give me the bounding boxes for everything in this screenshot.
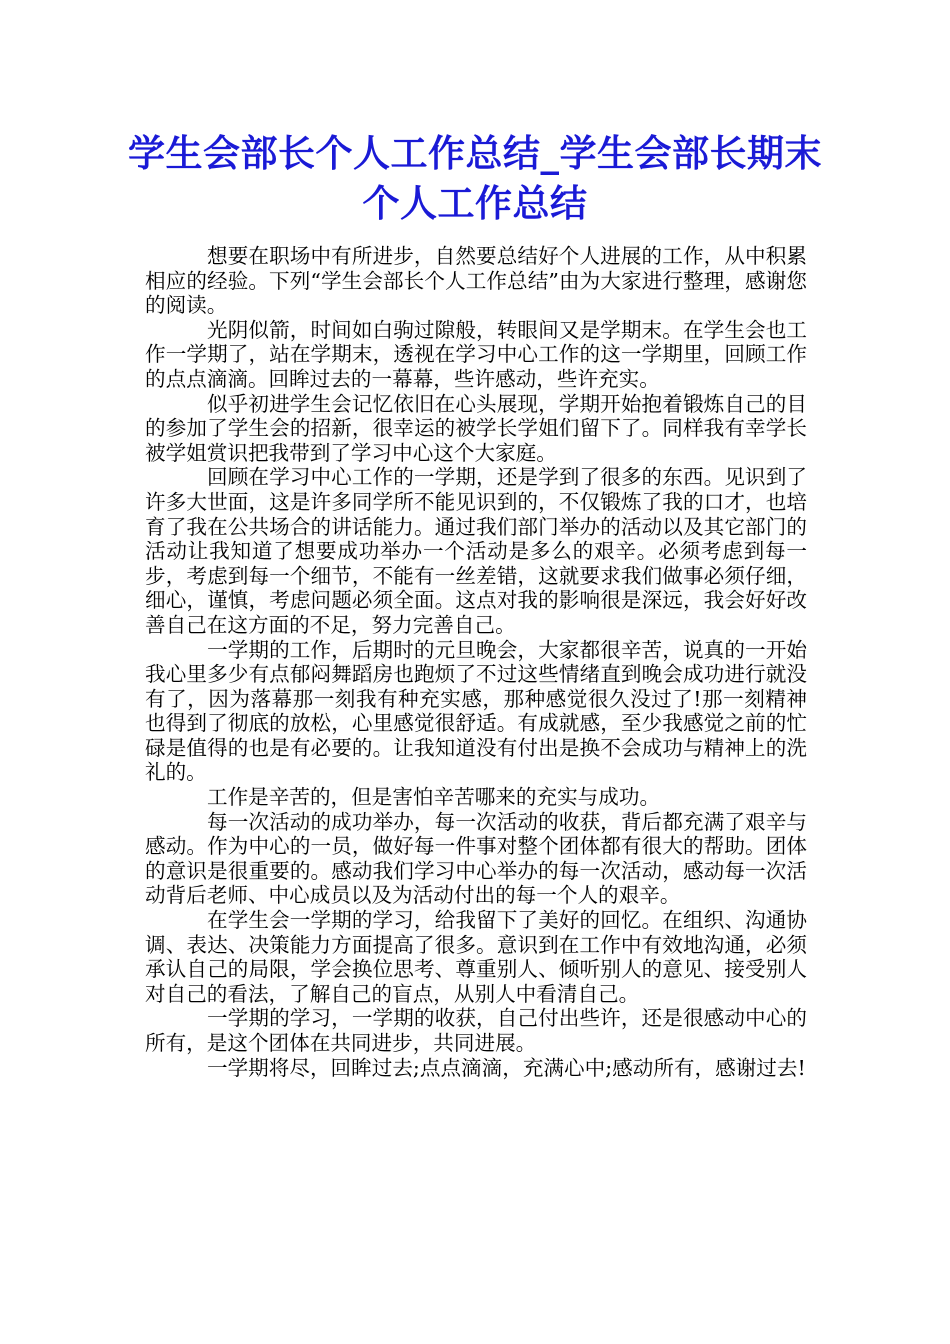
paragraph: 想要在职场中有所进步，自然要总结好个人进展的工作，从中积累相应的经验。下列“学生会部长个人工作总结”由为大家进行整理，感谢您的阅读。 bbox=[145, 244, 807, 318]
document-body bbox=[145, 244, 807, 1080]
paragraph: 一学期将尽，回眸过去;点点滴滴，充满心中;感动所有，感谢过去! bbox=[207, 1055, 806, 1080]
paragraph: 在学生会一学期的学习，给我留下了美好的回忆。在组织、沟通协调、表达、决策能力方面提高了很多。意识到在工作中有效地沟通，必须承认自己的局限，学会换位思考、尊重别人、倾听别人的意见、接受别人对自己的看法，了解自己的盲点，从别人中看清自己。 bbox=[145, 908, 807, 1006]
paragraph: 光阴似箭，时间如白驹过隙般，转眼间又是学期末。在学生会也工作一学期了，站在学期末，透视在学习中心工作的这一学期里，回顾工作的点点滴滴。回眸过去的一幕幕，些许感动，些许充实。 bbox=[145, 317, 807, 391]
paragraph: 回顾在学习中心工作的一学期，还是学到了很多的东西。见识到了许多大世面，这是许多同学所不能见识到的，不仅锻炼了我的口才，也培育了我在公共场合的讲话能力。通过我们部门举办的活动以及其它部门的活动让我知道了想要成功举办一个活动是多么的艰辛。必须考虑到每一步，考虑到每一个细节，不能有一丝差错，这就要求我们做事必须仔细，细心，谨慎，考虑问题必须全面。这点对我的影响很是深远，我会好好改善自己在这方面的不足，努力完善自己。 bbox=[145, 465, 807, 637]
paragraph: 一学期的学习，一学期的收获，自己付出些许，还是很感动中心的所有，是这个团体在共同进步，共同进展。 bbox=[145, 1006, 807, 1055]
paragraph: 一学期的工作，后期时的元旦晚会，大家都很辛苦，说真的一开始我心里多少有点郁闷舞蹈房也跑烦了不过这些情绪直到晚会成功进行就没有了，因为落幕那一刻我有种充实感，那种感觉很久没过了!那一刻精神也得到了彻底的放松，心里感觉很舒适。有成就感，至少我感觉之前的忙碌是值得的也是有必要的。让我知道没有付出是换不会成功与精神上的洗礼的。 bbox=[145, 637, 807, 785]
paragraph: 似乎初进学生会记忆依旧在心头展现，学期开始抱着锻炼自己的目的参加了学生会的招新，很幸运的被学长学姐们留下了。同样我有幸学长被学姐赏识把我带到了学习中心这个大家庭。 bbox=[145, 391, 807, 465]
document-title: 学生会部长个人工作总结_学生会部长期末个人工作总结 bbox=[128, 131, 822, 225]
paragraph: 工作是辛苦的，但是害怕辛苦哪来的充实与成功。 bbox=[207, 785, 661, 810]
paragraph: 每一次活动的成功举办，每一次活动的收获，背后都充满了艰辛与感动。作为中心的一员，做好每一件事对整个团体都有很大的帮助。团体的意识是很重要的。感动我们学习中心举办的每一次活动，感动每一次活动背后老师、中心成员以及为活动付出的每一个人的艰辛。 bbox=[145, 809, 807, 908]
